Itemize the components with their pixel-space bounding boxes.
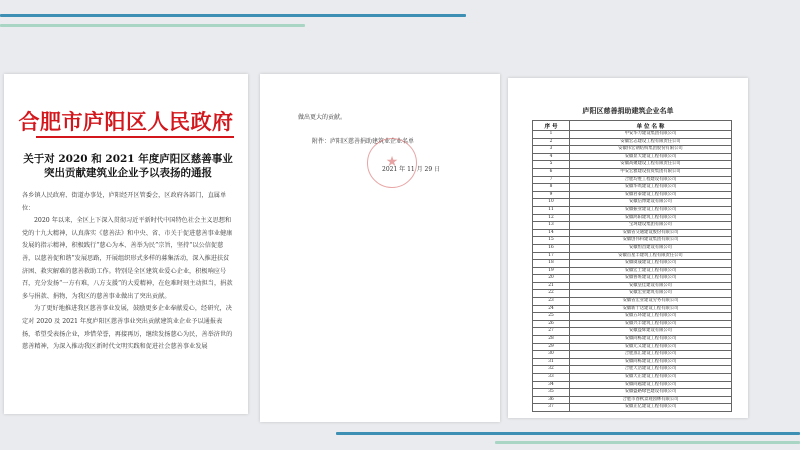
company-name: 安徽信博建设有限公司 — [570, 199, 732, 207]
company-name: 安徽益辉建设有限公司 — [570, 328, 732, 336]
table-header-row — [533, 121, 732, 131]
company-name: 安徽伟宏钢结构集团股份有限公司 — [570, 146, 732, 154]
table-row — [533, 131, 732, 139]
company-name: 安徽首星丰建筑工程有限责任公司 — [570, 252, 732, 260]
row-number: 35 — [533, 389, 570, 397]
company-name: 中安宏雅建设投资集团有限公司 — [570, 168, 732, 176]
table-row — [533, 153, 732, 161]
row-number: 29 — [533, 343, 570, 351]
row-number: 1 — [533, 131, 570, 139]
row-number: 17 — [533, 252, 570, 260]
notice-paragraph-2: 为了更好地推进我区慈善事业发展，鼓励更多企业奉献爱心，经研究，决定对 2020 及 2021 年度庐阳区慈善事业突出贡献建筑业企业予以通报表扬，希望受表扬企业，珍惜荣誉，再接再厉，继续发扬慈心为民，善举济世的慈善精神，为深入推动我区新时代文明实践和促进社会慈善事业发展 — [22, 305, 233, 351]
company-name: 合肥均胜工程建设有限公司 — [570, 176, 732, 184]
table-row — [533, 146, 732, 154]
row-number: 25 — [533, 313, 570, 321]
row-number: 27 — [533, 328, 570, 336]
row-number: 31 — [533, 358, 570, 366]
document-page-list — [508, 78, 748, 418]
row-number: 10 — [533, 199, 570, 207]
table-row — [533, 176, 732, 184]
document-page-closing — [260, 74, 500, 422]
table-row — [533, 237, 732, 245]
notice-title-line-1: 关于对 2020 和 2021 年度庐阳区慈善事业 — [23, 153, 233, 165]
column-header-number: 序 号 — [533, 121, 570, 131]
row-number: 3 — [533, 146, 570, 154]
row-number: 4 — [533, 153, 570, 161]
row-number: 18 — [533, 260, 570, 268]
table-row — [533, 298, 732, 306]
table-row — [533, 260, 732, 268]
table-row — [533, 161, 732, 169]
company-name: 安徽省交通建设股份有限公司 — [570, 229, 732, 237]
table-row — [533, 343, 732, 351]
table-row — [533, 252, 732, 260]
table-row — [533, 282, 732, 290]
row-number: 22 — [533, 290, 570, 298]
row-number: 9 — [533, 191, 570, 199]
company-name: 安徽新十达建设工程有限公司 — [570, 305, 732, 313]
table-row — [533, 184, 732, 192]
table-row — [533, 290, 732, 298]
company-name: 安徽盛路绿色建设有限公司 — [570, 389, 732, 397]
document-page-notice — [4, 74, 248, 414]
top-stripe-green — [0, 24, 305, 27]
table-row — [533, 366, 732, 374]
table-body — [533, 131, 732, 412]
company-name: 安徽高聚建设工程有限责任公司 — [570, 161, 732, 169]
row-number: 21 — [533, 282, 570, 290]
company-name: 安徽兴丰建筑工程有限公司 — [570, 320, 732, 328]
row-number: 11 — [533, 206, 570, 214]
row-number: 33 — [533, 374, 570, 382]
row-number: 30 — [533, 351, 570, 359]
company-name: 安徽元义建设工程有限公司 — [570, 343, 732, 351]
issue-date: 2021 年 11 月 29 日 — [382, 166, 441, 173]
company-name: 安徽显天建设工程有限公司 — [570, 153, 732, 161]
row-number: 2 — [533, 138, 570, 146]
company-name: 合肥市春秋景观园林有限公司 — [570, 396, 732, 404]
table-row — [533, 313, 732, 321]
notice-paragraph-1: 2020 年以来，全区上下深入贯彻习近平新时代中国特色社会主义思想和党的十九大精神，认真落实《慈善法》和中央、省、市关于促进慈善事业健康发展的指示精神，积极践行“慈心为本、善举为民”宗旨，坚持“以公信促慈善，以慈善促和谐”发展思路，开展组织形式多样的募集活动，深入推进扶贫济困、救灾解难的慈善救助工作。特别是全区建筑业爱心企业，积极响应号召，充分发扬“一方有难，八方支援”的大爱精神，在危难时刻主动担当，捐款多与捐款、捐物，为我区的慈善事业做出了突出贡献。 — [22, 217, 233, 300]
notice-salutation: 各乡镇人民政府、街道办事处，庐阳经开区管委会，区政府各部门，直属单位： — [22, 192, 227, 212]
closing-line: 做出更大的贡献。 — [298, 114, 347, 121]
row-number: 12 — [533, 214, 570, 222]
row-number: 24 — [533, 305, 570, 313]
table-row — [533, 336, 732, 344]
company-name: 安徽创伟科建设集团有限公司 — [570, 237, 732, 245]
company-name: 安徽华筑建设工程有限公司 — [570, 184, 732, 192]
company-name: 安徽宏志建设工程有限责任公司 — [570, 138, 732, 146]
company-name: 安徽省宏业建设劳务有限公司 — [570, 298, 732, 306]
row-number: 13 — [533, 222, 570, 230]
company-name: 合肥蒸汇建设工程有限公司 — [570, 351, 732, 359]
table-row — [533, 351, 732, 359]
row-number: 15 — [533, 237, 570, 245]
table-row — [533, 214, 732, 222]
table-row — [533, 229, 732, 237]
company-name: 安徽鸿阳建筑工程有限公司 — [570, 214, 732, 222]
company-name: 安徽恒昌建设有限公司 — [570, 244, 732, 252]
row-number: 32 — [533, 366, 570, 374]
bottom-stripe-green — [495, 441, 800, 444]
company-name: 中安华力建设集团有限公司 — [570, 131, 732, 139]
company-name: 安徽皇佳建设有限公司 — [570, 282, 732, 290]
table-row — [533, 328, 732, 336]
row-number: 23 — [533, 298, 570, 306]
company-name: 安徽宏土建设工程有限公司 — [570, 267, 732, 275]
company-name: 安徽君泰建设工程有限公司 — [570, 191, 732, 199]
company-name: 安徽尚栋建设工程有限公司 — [570, 358, 732, 366]
row-number: 7 — [533, 176, 570, 184]
row-number: 19 — [533, 267, 570, 275]
company-table — [532, 120, 732, 412]
top-stripe-blue — [0, 14, 466, 17]
red-divider — [36, 136, 234, 138]
official-seal — [367, 138, 417, 188]
government-title: 合肥市庐阳区人民政府 — [18, 109, 234, 134]
company-name: 安徽宏业建筑有限公司 — [570, 290, 732, 298]
row-number: 14 — [533, 229, 570, 237]
row-number: 5 — [533, 161, 570, 169]
row-number: 16 — [533, 244, 570, 252]
table-row — [533, 191, 732, 199]
row-number: 8 — [533, 184, 570, 192]
company-name: 安徽尚栋建设工程有限公司 — [570, 336, 732, 344]
row-number: 28 — [533, 336, 570, 344]
table-row — [533, 381, 732, 389]
row-number: 26 — [533, 320, 570, 328]
table-row — [533, 199, 732, 207]
table-row — [533, 404, 732, 412]
table-row — [533, 168, 732, 176]
company-name: 安徽天正建设工程有限公司 — [570, 374, 732, 382]
table-row — [533, 320, 732, 328]
table-row — [533, 305, 732, 313]
list-title: 庐阳区慈善捐助建筑企业名单 — [582, 106, 674, 115]
table-row — [533, 275, 732, 283]
notice-title — [22, 152, 234, 180]
column-header-name: 单 位 名 称 — [570, 121, 732, 131]
table-row — [533, 389, 732, 397]
company-name: 安徽虞晟建设工程有限公司 — [570, 260, 732, 268]
table-row — [533, 206, 732, 214]
table-row — [533, 222, 732, 230]
table-row — [533, 138, 732, 146]
company-name: 宝珂建设集团有限公司 — [570, 222, 732, 230]
bottom-stripe-blue — [336, 432, 800, 435]
table-row — [533, 358, 732, 366]
row-number: 36 — [533, 396, 570, 404]
table-row — [533, 267, 732, 275]
table-row — [533, 396, 732, 404]
row-number: 34 — [533, 381, 570, 389]
row-number: 6 — [533, 168, 570, 176]
notice-title-line-2: 突出贡献建筑业企业予以表扬的通报 — [44, 167, 212, 179]
company-name: 安徽尚越建设工程有限公司 — [570, 381, 732, 389]
company-name: 安徽五环建设工程有限公司 — [570, 313, 732, 321]
row-number: 37 — [533, 404, 570, 412]
row-number: 20 — [533, 275, 570, 283]
attachment-line: 附件：庐阳区慈善捐助建筑业企业名单 — [312, 138, 415, 145]
notice-body — [22, 190, 234, 354]
table-row — [533, 244, 732, 252]
company-name: 安徽正亿建设工程有限公司 — [570, 404, 732, 412]
company-name: 安徽鲁班建设工程有限公司 — [570, 275, 732, 283]
company-name: 安徽振业建设工程有限公司 — [570, 206, 732, 214]
company-name: 合肥天浩建设工程有限公司 — [570, 366, 732, 374]
table-row — [533, 374, 732, 382]
